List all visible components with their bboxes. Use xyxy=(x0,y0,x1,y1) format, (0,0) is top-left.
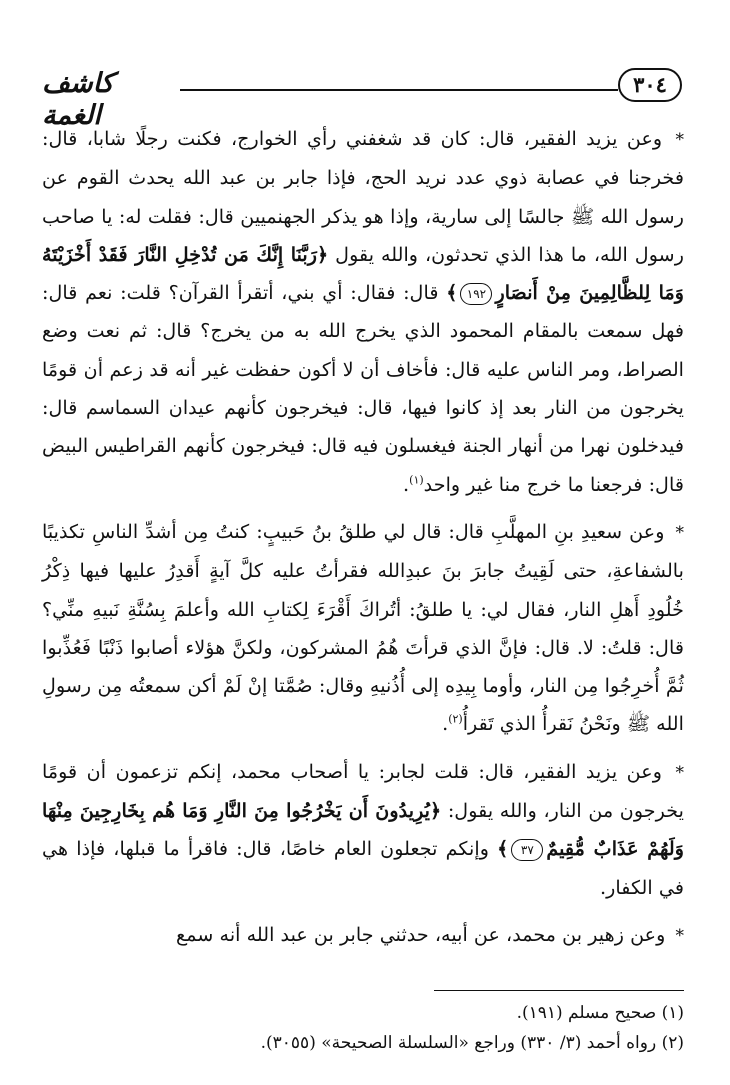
paragraph-marker: * xyxy=(675,130,684,150)
paragraph-text: قال: فقال: أي بني، أتقرأ القرآن؟ قلت: نعم قال: فهل سمعت بالمقام المحمود الذي يخرج الله به من يخرج؟ قال: ثم نعت وضع الصراط، ومر الناس عليه قال: فأخاف أن لا أكون حفظت غير أنه قد زعم أن قومًا يخرجون من النار بعد إذ كانوا فيها، قال: فيخرجون كأنهم عيدان السماسم قال: فيدخلون نهرا من أنهار الجنة فيغسلون فيه قال: فيخرجون كأنهم القراطيس البيض قال: فرجعنا ما خرج منا غير واحد xyxy=(42,281,684,496)
paragraph-text: وعن يزيد الفقير، قال: قلت لجابر: يا أصحاب محمد، إنكم تزعمون أن قومًا يخرجون من النار، والله يقول: xyxy=(42,759,684,823)
paragraph-2 xyxy=(42,513,684,744)
paragraph-text: وعن يزيد الفقير، قال: كان قد شغفني رأي الخوارج، فكنت رجلًا شابا، قال: فخرجنا في عصابة ذوي عدد نريد الحج، فإذا جابر بن عبد الله يحدث القوم عن رسول الله ﷺ جالسًا إلى سارية، وإذا هو يذكر الجهنميين قال: فقلت له: يا صاحب رسول الله، ما هذا الذي تحدثون، والله يقول xyxy=(42,127,684,266)
footnote-divider xyxy=(434,990,684,991)
paragraph-text: وعن زهير بن محمد، عن أبيه، حدثني جابر بن عبد الله أنه سمع xyxy=(176,922,666,946)
paragraph-3 xyxy=(42,753,684,907)
footnote-ref[interactable]: (٢) xyxy=(448,713,463,727)
quran-verse: ﴿رَبَّنَا إِنَّكَ مَن تُدْخِلِ النَّارَ فَقَدْ أَخْزَيْتَهُ وَمَا لِلظَّالِمِينَ مِنْ أَنصَارٍ xyxy=(42,242,684,305)
paragraph-text: وإنكم تجعلون العام خاصًا، قال: فاقرأ ما قبلها، فإذا هي في الكفار. xyxy=(42,837,684,899)
ayah-number-badge: ١٩٢ xyxy=(460,283,492,305)
quran-verse-close: ﴾ xyxy=(446,281,458,305)
quran-verse: ﴿يُرِيدُونَ أَن يَخْرُجُوا مِنَ النَّارِ وَمَا هُم بِخَارِجِينَ مِنْهَا وَلَهُمْ عَذَابٌ مُّقِيمٌ xyxy=(42,799,685,861)
paragraph-end: . xyxy=(403,472,410,496)
page-number: ٣٠٤ xyxy=(618,68,682,102)
paragraph-1 xyxy=(42,120,684,504)
paragraph-4 xyxy=(42,916,684,955)
header-rule xyxy=(180,89,618,91)
book-title: كاشف الغمة xyxy=(42,68,114,131)
footnote-ref[interactable]: (١) xyxy=(409,473,424,487)
page-header xyxy=(42,62,682,131)
paragraph-marker: * xyxy=(675,925,684,946)
paragraph-end: . xyxy=(442,712,449,736)
quran-verse-close: ﴾ xyxy=(497,837,509,861)
ayah-number-badge: ٣٧ xyxy=(511,839,543,861)
paragraph-marker: * xyxy=(675,522,685,543)
paragraph-text: وعن سعيدِ بنِ المهلَّبِ قال: قال لي طلقُ بنُ حَبيبٍ: كنتُ مِن أشدِّ الناسِ تكذيبًا بالشفاعةِ، حتى لَقِيتُ جابرَ بنَ عبدِالله فقرأتُ عليه كلَّ آيةٍ أَقدِرُ عليها فيها ذِكْرُ خُلُودِ أَهلِ النار، فقال لي: يا طلقُ: أتُراكَ أَقْرَءَ لِكتابِ الله وأعلمَ بِسُنَّةِ نَبيهِ منِّي؟ قال: قلتُ: لا. قال: فإنَّ الذي قرأتَ هُمُ المشركون، ولكنَّ هؤلاء أصابوا ذَنْبًا فَعُذِّبوا ثُمَّ أُخرِجُوا مِن النار، وأوما بِيدِه إلى أُذُنيهِ وقال: صُمَّتا إنْ لَمْ أكن سمعتُه مِن رسولِ الله ﷺ ونَحْنُ نَقرأُ الذي تَقرأُ xyxy=(42,519,684,736)
footnote-2: (٢) رواه أحمد (٣/ ٣٣٠) وراجع «السلسلة الصحيحة» (٣٠٥٥). xyxy=(260,1033,684,1053)
footnotes xyxy=(42,998,684,1058)
footnote-1: (١) صحيح مسلم (١٩١). xyxy=(516,1003,684,1023)
main-text xyxy=(42,120,684,964)
paragraph-marker: * xyxy=(675,762,684,783)
